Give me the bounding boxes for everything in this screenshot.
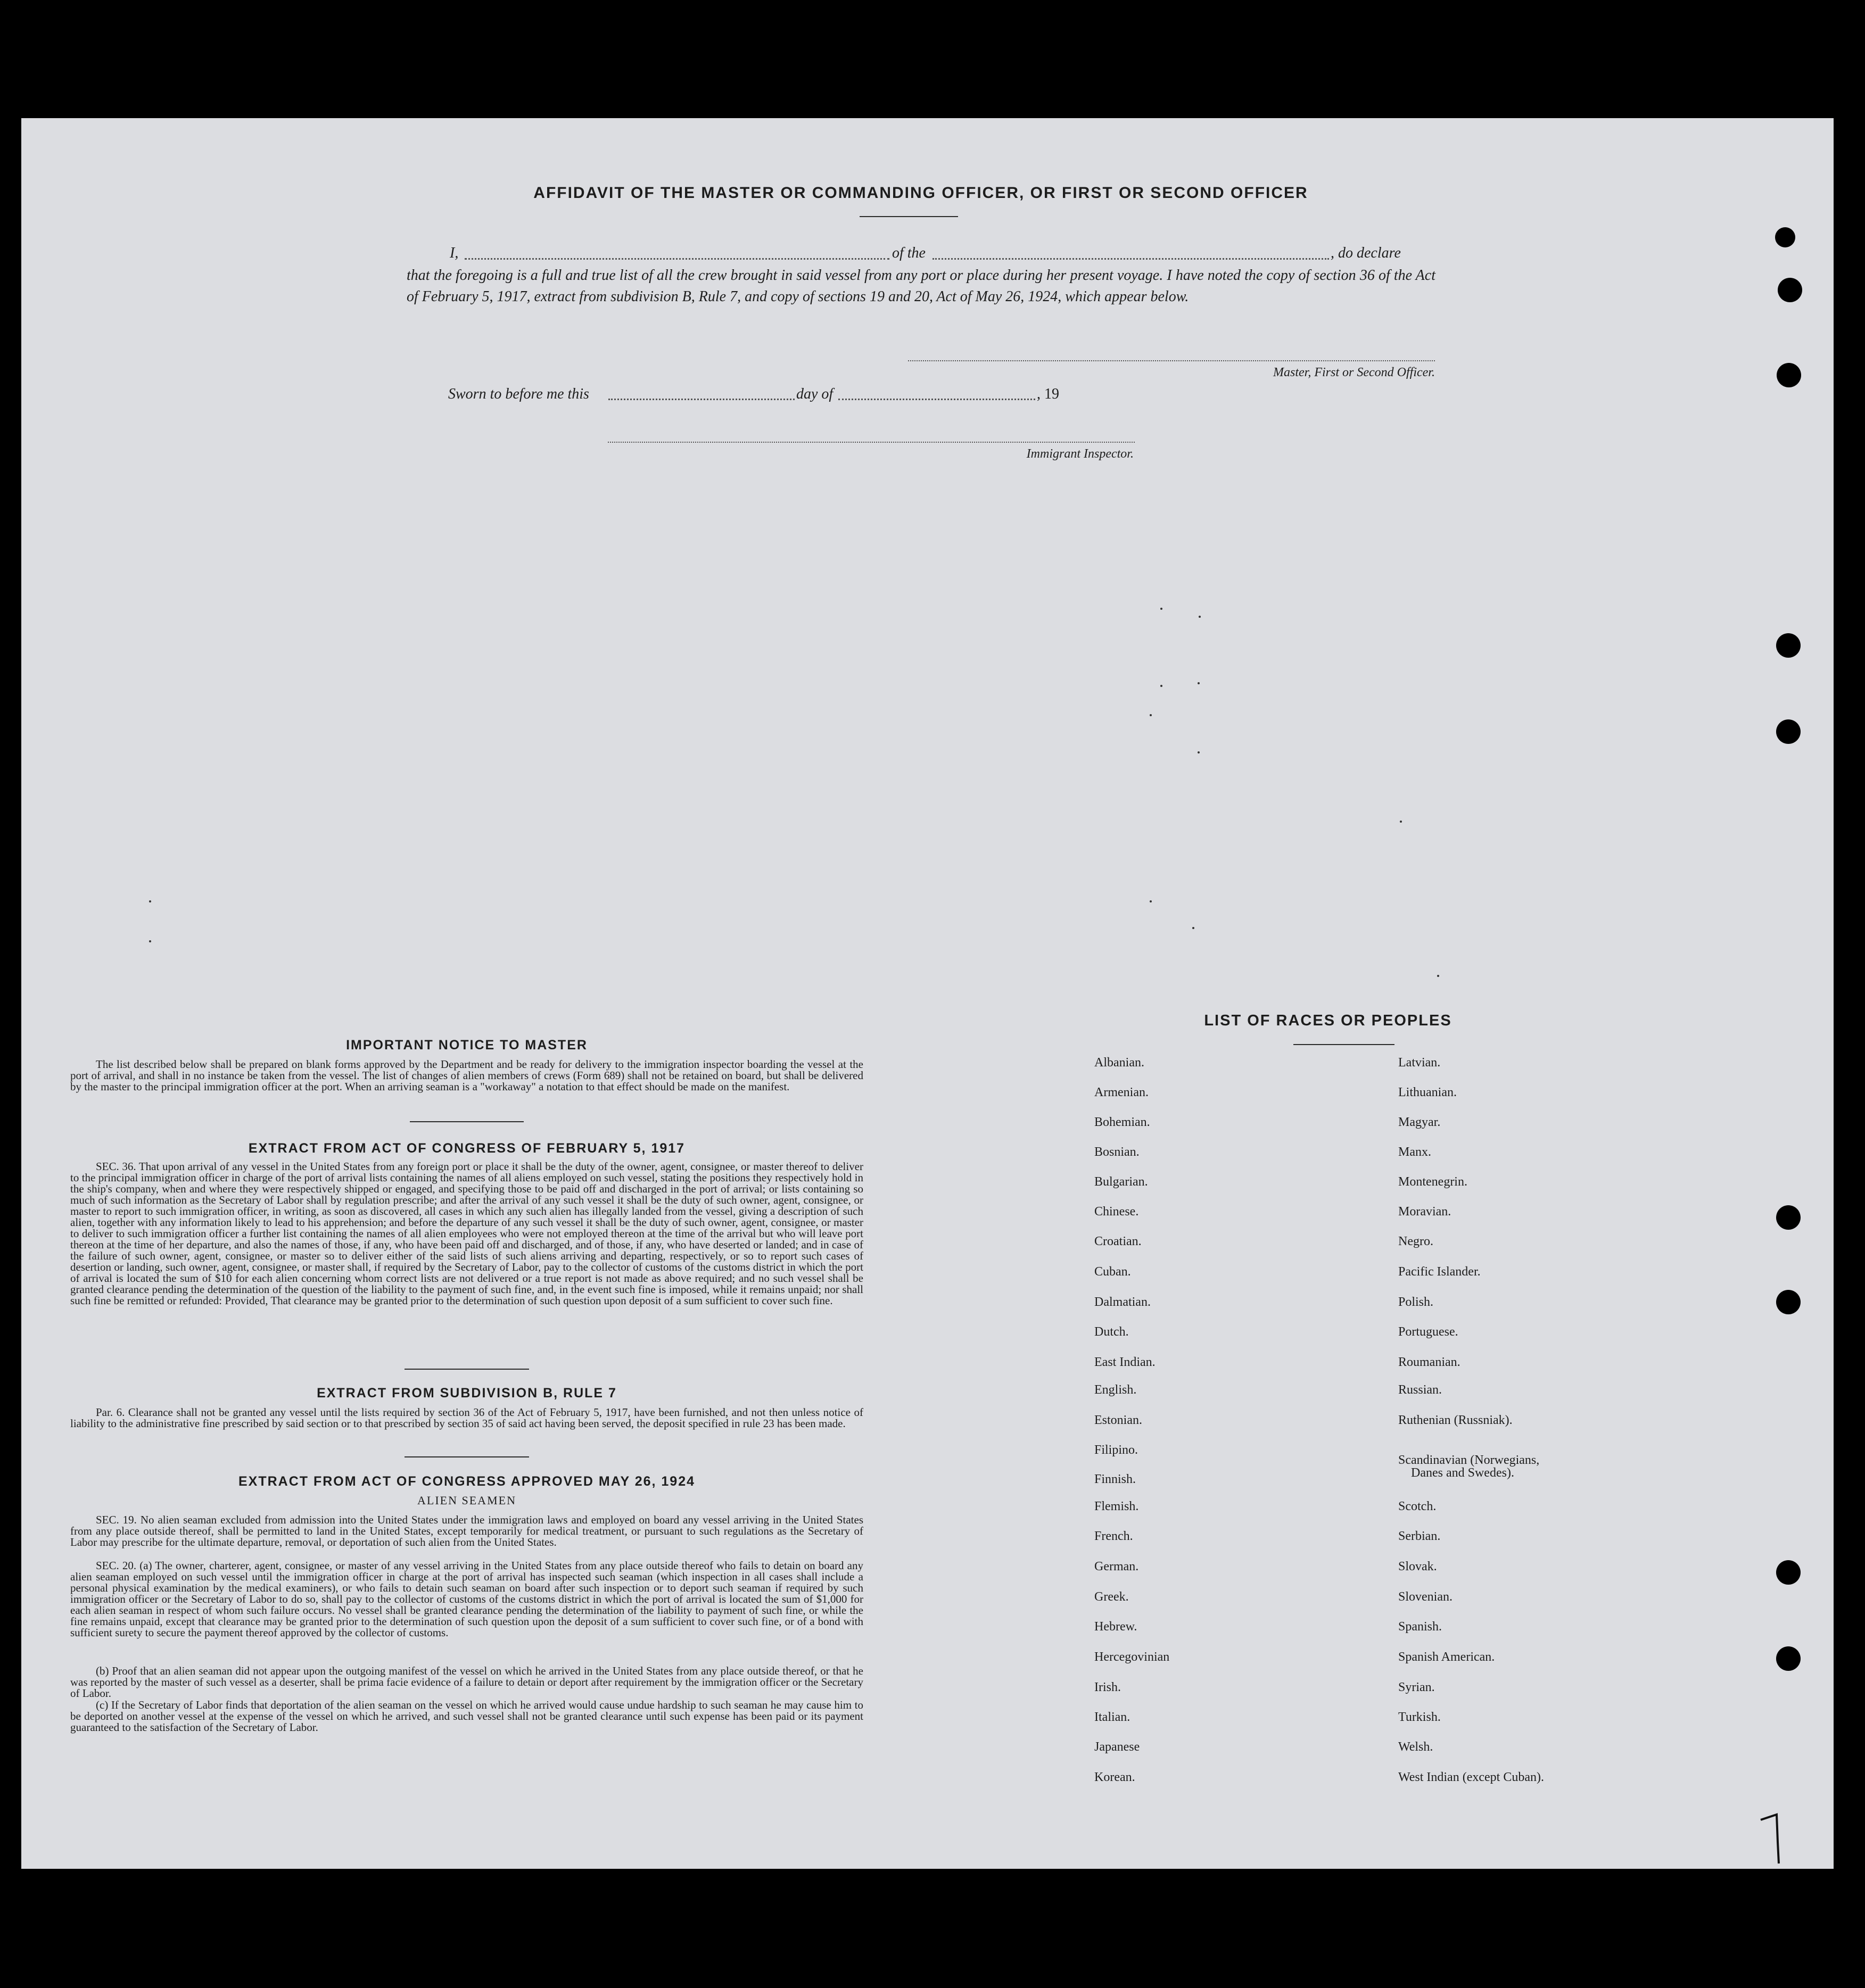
race-item: Latvian. [1398,1056,1441,1070]
race-item: Polish. [1398,1295,1434,1309]
sworn-month-blank[interactable] [838,399,1035,400]
race-item: Manx. [1398,1145,1431,1159]
race-item: Chinese. [1094,1205,1139,1219]
title-rule [860,216,958,217]
speck [1198,751,1200,753]
master-signature-label: Master, First or Second Officer. [1273,366,1435,379]
punch-hole-6 [1776,1205,1801,1230]
name-blank[interactable] [465,258,889,260]
notice-title: IMPORTANT NOTICE TO MASTER [346,1038,588,1053]
race-item: Scandinavian (Norwegians, [1398,1453,1540,1467]
race-item: Korean. [1094,1770,1135,1784]
race-item: Spanish American. [1398,1650,1495,1664]
races-rule [1293,1044,1394,1045]
race-item: Hebrew. [1094,1620,1137,1634]
speck [149,940,151,942]
speck [1160,608,1162,610]
race-item: Turkish. [1398,1710,1441,1724]
extract-1924-title: EXTRACT FROM ACT OF CONGRESS APPROVED MAY 26, 1924 [238,1474,696,1489]
race-item: Ruthenian (Russniak). [1398,1413,1513,1427]
extract-1917-body: SEC. 36. That upon arrival of any vessel in the United States from any foreign port or place it shall be the duty of the owner, agent, consignee, or master thereof to deliver to the principal immigration officer in charge of the port of arrival lists containing the names of all aliens employed on such vessel, stating the positions they respectively hold in the ship's company, when and where they were respectively shipped or engaged, and specifying those to be paid off and discharged in the port of arrival; or lists containing so much of such information as the Secretary of Labor shall by regulation prescribe; and after the arrival of any such vessel it shall be the duty of such owner, agent, consignee, or master to report to such immigration officer, in writing, as soon as discovered, all cases in which any such alien has illegally landed from the vessel, giving a description of such alien, together with any information likely to lead to his apprehension; and before the departure of any such vessel it shall be the duty of such owner, agent, consignee, or master to deliver to such immigration officer a further list containing the names of all alien employees who were not employed thereon at the time of the arrival but who will leave port thereon at the time of her departure, and also the names of those, if any, who have been paid off and discharged, and of those, if any, who have deserted or landed; and in case of the failure of such owner, agent, consignee, or master so to deliver either of the said lists of such aliens arriving and departing, respectively, or so to report such cases of desertion or landing, such owner, agent, consignee, or master shall, if required by the Secretary of Labor, pay to the collector of customs of the customs district in which the port of arrival is located the sum of $10 for each alien concerning whom correct lists are not delivered or a true report is not made as above required; and no such vessel shall be granted clearance pending the determination of the question of the liability to the payment of such fine, and, in the event such fine is imposed, while it remains unpaid; nor shall such fine be remitted or refunded: Provided, That clearance may be granted prior to the determination of such question upon deposit of a sum sufficient to cover such fine. [70,1160,863,1307]
race-item: Negro. [1398,1235,1433,1248]
punch-hole-1 [1775,227,1795,247]
extract-rule7-rule [405,1456,529,1457]
punch-hole-2 [1778,278,1802,302]
i-label: I, [450,245,459,261]
punch-hole-9 [1776,1646,1801,1671]
race-item: Syrian. [1398,1680,1435,1694]
race-item: German. [1094,1560,1139,1573]
race-item: Armenian. [1094,1086,1149,1099]
race-item: Italian. [1094,1710,1130,1724]
speck [1150,900,1152,902]
race-item: Finnish. [1094,1472,1136,1486]
speck [1199,616,1201,618]
extract-rule7-title: EXTRACT FROM SUBDIVISION B, RULE 7 [317,1386,617,1401]
notice-body: The list described below shall be prepared on blank forms approved by the Department and be ready for delivery to the immigration inspector boarding the vessel at the port of arrival, and shall in no instance be taken from the vessel. The list of changes of alien members of crews (Form 689) shall not be retained on board, but shall be delivered by the master to the principal immigration officer at the port. When an arriving seaman is a "workaway" a notation to that effect should be made on the manifest. [70,1058,863,1093]
race-item-scandinavian-cont: Danes and Swedes). [1411,1466,1514,1480]
affidavit-body: that the foregoing is a full and true list of all the crew brought in said vessel from any port or place during her present voyage. I have noted the copy of section 36 of the Act of February 5, 1917, extract from subdivision B, Rule 7, and copy of sections 19 and 20, Act of May 26, 1924, which appear below. [407,267,1435,305]
day-of-label: day of [796,386,834,402]
punch-hole-4 [1776,633,1801,658]
race-item: Spanish. [1398,1620,1442,1634]
speck [1192,927,1194,929]
race-item: Bosnian. [1094,1145,1140,1159]
speck [1150,714,1152,716]
extract-1924-sec20b: (b) Proof that an alien seaman did not appear upon the outgoing manifest of the vessel on which he arrived in the United States from any place outside thereof, or that he was reported by the master of such vessel as a deserter, shall be prima facie evidence of a failure to detain or deport after requirement by the immigration officer or the Secretary of Labor. [70,1664,863,1700]
speck [1160,685,1162,687]
extract-rule7-body: Par. 6. Clearance shall not be granted any vessel until the lists required by section 36 of the Act of February 5, 1917, have been furnished, and not then unless notice of liability to the administrative fine prescribed by said section or to that prescribed by section 35 of said act having been served, the deposit specified in rule 23 has been made. [70,1406,863,1430]
race-item: Irish. [1094,1680,1121,1694]
speck [1198,682,1200,684]
inspector-signature-line[interactable] [608,442,1135,443]
extract-1924-sec20c: (c) If the Secretary of Labor finds that deportation of the alien seaman on the vessel on which he arrived would cause undue hardship to such seaman he may cause him to be deported on another vessel at the expense of the vessel on which he arrived, and such vessel shall not be granted clearance until such expense has been paid or its payment guaranteed to the satisfaction of the Secretary of Labor. [70,1699,863,1734]
race-item: Bulgarian. [1094,1175,1148,1189]
extract-1924-subtitle: ALIEN SEAMEN [417,1494,516,1507]
race-item: Montenegrin. [1398,1175,1467,1189]
race-item: Moravian. [1398,1205,1451,1219]
extract-1917-rule [405,1369,529,1370]
race-item: Greek. [1094,1590,1129,1604]
race-item: Russian. [1398,1383,1442,1397]
pencil-mark [1756,1810,1788,1869]
speck [149,900,151,902]
race-item: East Indian. [1094,1355,1156,1369]
race-item: Dalmatian. [1094,1295,1151,1309]
race-item: Dutch. [1094,1325,1129,1339]
affidavit-title: AFFIDAVIT OF THE MASTER OR COMMANDING OFFICER, OR FIRST OR SECOND OFFICER [533,184,1308,202]
race-item: Roumanian. [1398,1355,1460,1369]
extract-1924-sec20a: SEC. 20. (a) The owner, charterer, agent, consignee, or master of any vessel arriving in the United States from any place outside thereof who fails to detain on board any alien seaman employed on such vessel until the immigration officer in charge at the port of arrival has inspected such seaman (which inspection in all cases shall include a personal physical examination by the medical examiners), or who fails to detain such seaman on board after such inspection or to deport such seaman if required by such immigration officer or the Secretary of Labor to do so, shall pay to the collector of customs of the customs district in which the port of arrival is located the sum of $1,000 for each alien seaman in respect of whom such failure occurs. No vessel shall be granted clearance pending the determination of the liability to payment of such fine, or while the fine remains unpaid, except that clearance may be granted prior to the determination of such question upon the deposit of a sum sufficient to cover such fine, or of a bond with sufficient surety to secure the payment thereof approved by the collector of customs. [70,1559,863,1639]
race-item: West Indian (except Cuban). [1398,1770,1544,1784]
race-item: Welsh. [1398,1740,1433,1754]
of-the-label: of the [892,245,926,261]
race-item: Estonian. [1094,1413,1142,1427]
vessel-blank[interactable] [932,258,1329,260]
race-item: Japanese [1094,1740,1140,1754]
speck [1400,821,1402,823]
race-item: Scotch. [1398,1500,1437,1513]
race-item: Albanian. [1094,1056,1144,1070]
speck [1437,975,1439,977]
race-item: Pacific Islander. [1398,1265,1481,1279]
race-item: Slovak. [1398,1560,1437,1573]
race-item: Hercegovinian [1094,1650,1170,1664]
race-item: Filipino. [1094,1443,1138,1457]
notice-rule [410,1121,524,1122]
race-item: Slovenian. [1398,1590,1453,1604]
races-title: LIST OF RACES OR PEOPLES [1204,1012,1452,1029]
extract-1917-title: EXTRACT FROM ACT OF CONGRESS OF FEBRUARY 5, 1917 [248,1141,686,1156]
do-declare: , do declare [1331,245,1401,261]
race-item: French. [1094,1529,1133,1543]
race-item: Lithuanian. [1398,1086,1457,1099]
race-item: English. [1094,1383,1137,1397]
race-item: Magyar. [1398,1115,1441,1129]
race-item: Flemish. [1094,1500,1139,1513]
race-item: Cuban. [1094,1265,1131,1279]
race-item: Serbian. [1398,1529,1441,1543]
punch-hole-3 [1777,363,1801,387]
punch-hole-7 [1776,1290,1801,1314]
master-signature-line[interactable] [908,360,1435,361]
sworn-day-blank[interactable] [608,399,795,400]
punch-hole-8 [1776,1560,1801,1585]
race-item: Portuguese. [1398,1325,1458,1339]
race-item: Croatian. [1094,1235,1142,1248]
document-page [21,118,1834,1869]
inspector-signature-label: Immigrant Inspector. [1026,447,1134,461]
extract-1924-sec19: SEC. 19. No alien seaman excluded from admission into the United States under the immigration laws and employed on board any vessel arriving in the United States from any place outside thereof, shall be permitted to land in the United States, except temporarily for medical treatment, or pursuant to such regulations as the Secretary of Labor may prescribe for the ultimate departure, removal, or deportation of such alien from the United States. [70,1513,863,1548]
sworn-label: Sworn to before me this [448,386,589,402]
race-item: Bohemian. [1094,1115,1150,1129]
punch-hole-5 [1776,719,1801,744]
year-prefix: , 19 [1037,386,1059,402]
